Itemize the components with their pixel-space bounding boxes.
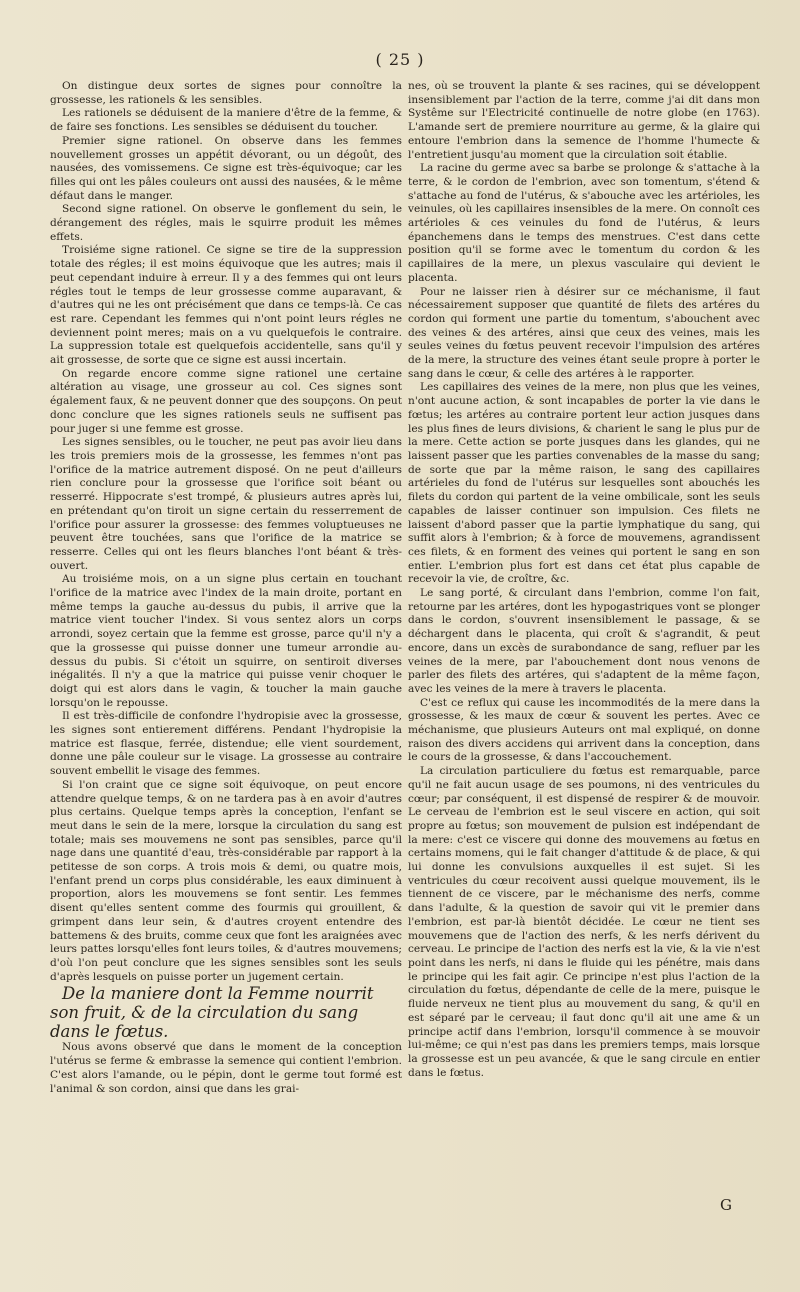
paragraph: La circulation particuliere du fœtus est remarquable, parce qu'il ne fait aucun usage de ses poumons, ni des ventricules du cœur; par conséquent, il est dispensé de respirer & de mouvoir. Le cerveau de l'embrion est le seul viscere en action, qui soit propre au fœtus; son mouvement de pulsion est indépendant de la mere: c'est ce viscere qui donne des mouvemens au fœtus en certains momens, qui le fait changer d'attitude & de place, & qui lui donne les convulsions auxquelles il est sujet. Si les ventricules du cœur recoivent aussi quelque mouvement, ils le tiennent de ce viscere, par le méchanisme des nerfs, comme dans l'adulte, & la question de savoir qui vit le premier dans l'embrion, est par-là bientôt décidée. Le cœur ne tient ses mouvemens que de l'action des nerfs, & les nerfs dérivent du cerveau. Le principe de l'action des nerfs est la vie, & la vie n'est point dans les nerfs, ni dans le fluide qui les pénétre, mais dans le principe qui les fait agir. Ce principe n'est plus l'action de la circulation du fœtus, dépendante de celle de la mere, puisque le fluide nerveux ne tient plus au mouvement du sang, & qu'il en est séparé par le cerveau; il faut donc qu'il ait une ame & un principe actif dans l'embrion, lorsqu'il commence à se mouvoir lui-même; ce qui n'est pas dans les premiers temps, mais lorsque la grossesse est un peu avancée, & que le sang circule en entier dans le fœtus. [408, 765, 760, 1079]
page-number: ( 25 ) [375, 50, 425, 69]
paragraph: Nous avons observé que dans le moment de la conception l'utérus se ferme & embrasse la semence qui contient l'embrion. C'est alors l'amande, ou le pépin, dont le germe tout formé est l'animal & son cordon, ainsi que dans les grai- [50, 1041, 402, 1095]
paragraph: On distingue deux sortes de signes pour connoître la grossesse, les rationels & les sensibles. [50, 80, 402, 106]
section-title: De la maniere dont la Femme nourrit son fruit, & de la circulation du sang dans le fœtus. [50, 984, 374, 1042]
paragraph: Les rationels se déduisent de la maniere d'être de la femme, & de faire ses fonctions. Les sensibles se déduisent du toucher. [50, 107, 402, 134]
paragraph: Au troisiéme mois, on a un signe plus certain en touchant l'orifice de la matrice avec l'index de la main droite, portant en même temps la gauche au-dessus du pubis, il arrive que la matrice vient toucher l'index. Si vous sentez alors un corps arrondi, soyez certain que la femme est grosse, parce qu'il n'y a que la grossesse qui puisse donner une tumeur arrondie au-dessus du pubis. Si c'étoit un squirre, on sentiroit diverses inégalités. Il n'y a que la matrice qui puisse venir choquer le doigt qui est alors dans le vagin, & toucher la main gauche lorsqu'on le repousse. [50, 573, 402, 709]
paragraph: Troisiéme signe rationel. Ce signe se tire de la suppression totale des régles; il est moins équivoque que les autres; mais il peut cependant induire à erreur. Il y a des femmes qui ont leurs régles tout le temps de leur grossesse comme auparavant, & d'autres qui ne les ont précisément que dans ce temps-là. Ce cas est rare. Cependant les femmes qui n'ont point leurs régles ne deviennent point meres; mais on a vu quelquefois le contraire. La suppression totale est quelquefois accidentelle, sans qu'il y ait grossesse, de sorte que ce signe est aussi incertain. [50, 244, 402, 367]
paragraph: Les capillaires des veines de la mere, non plus que les veines, n'ont aucune action, & sont incapables de porter la vie dans le fœtus; les artéres au contraire portent leur action jusques dans les plus fines de leurs divisions, & charient le sang le plus pur de la mere. Cette action se porte jusques dans les glandes, qui ne laissent passer que les parties convenables de la masse du sang; de sorte que par la même raison, le sang des capillaires artérieles du fond de l'utérus sur lesquelles sont abouchés les filets du cordon qui partent de la veine ombilicale, sont les seuls capables de laisser continuer son impulsion. Ces filets ne laissent d'abord passer que la partie lymphatique du sang, qui suffit alors à l'embrion; & à force de mouvemens, agrandissent ces filets, & en forment des veines qui portent le sang en son entier. L'embrion plus fort est dans cet état plus capable de recevoir la vie, de croître, &c. [408, 381, 760, 586]
paragraph: Il est très-difficile de confondre l'hydropisie avec la grossesse, les signes sont entierement différens. Pendant l'hydropisie la matrice est flasque, ferrée, distendue; elle vient sourdement, donne une pâle couleur sur le visage. La grossesse au contraire souvent embellit le visage des femmes. [50, 710, 402, 778]
paragraph: C'est ce reflux qui cause les incommodités de la mere dans la grossesse, & les maux de cœur & souvent les pertes. Avec ce méchanisme, que plusieurs Auteurs ont mal expliqué, on donne raison des divers accidens qui arrivent dans la conception, dans le cours de la grossesse, & dans l'accouchement. [408, 696, 760, 764]
paragraph: La racine du germe avec sa barbe se prolonge & s'attache à la terre, & le cordon de l'embrion, avec son tomentum, s'étend & s'attache au fond de l'utérus, & s'abouche avec les artérioles, les veinules, où les capillaires insensibles de la mere. On connoît ces artérioles & ces veinules du fond de l'utérus, & leurs épanchemens dans le temps des menstrues. C'est dans cette position qu'il se forme avec le tomentum du cordon & les capillaires de la mere, un plexus vasculaire qui devient le placenta. [408, 162, 760, 284]
left-column [50, 80, 402, 1230]
paragraph: Si l'on craint que ce signe soit équivoque, on peut encore attendre quelque temps, & on ne tardera pas à en avoir d'autres plus certains. Quelque temps après la conception, l'enfant se meut dans le sein de la mere, lorsque la circulation du sang est totale; mais ses mouvemens ne sont pas sensibles, parce qu'il nage dans une quantité d'eau, très-considérable par rapport à la petitesse de son corps. A trois mois & demi, ou quatre mois, l'enfant prend un corps plus considérable, les eaux diminuent à proportion, alors les mouvemens se font sentir. Les femmes disent qu'elles sentent comme des fourmis qui grouillent, & grimpent dans leur sein, & d'autres croyent entendre des battemens & des bruits, comme ceux que font les araignées avec leurs pattes lorsqu'elles font leurs toiles, & d'autres mouvemens; d'où l'on peut conclure que les signes sensibles sont les seuls d'après lesquels on puisse porter un jugement certain. [50, 778, 402, 983]
paragraph: nes, où se trouvent la plante & ses racines, qui se développent insensiblement par l'action de la terre, comme j'ai dit dans mon Systême sur l'Electricité continuelle de notre globe (en 1763). L'amande sert de premiere nourriture au germe, & la glaire qui entoure l'embrion dans la semence de l'homme l'humecte & l'entretient jusqu'au moment que la circulation soit établie. [408, 80, 760, 161]
right-column [408, 80, 760, 1200]
paragraph: Pour ne laisser rien à désirer sur ce méchanisme, il faut nécessairement supposer que quantité de filets des artéres du cordon qui forment une partie du tomentum, s'abouchent avec des veines & des artéres, ainsi que ceux des veines, mais les seules veines du fœtus peuvent recevoir l'impulsion des artéres de la mere, la structure des veines étant seule propre à porter le sang dans le cœur, & celle des artéres à le rapporter. [408, 285, 760, 380]
paragraph: Les signes sensibles, ou le toucher, ne peut pas avoir lieu dans les trois premiers mois de la grossesse, les femmes n'ont pas l'orifice de la matrice autrement disposé. On ne peut d'ailleurs rien conclure pour la grossesse que l'orifice soit béant ou resserré. Hippocrate s'est trompé, & plusieurs autres après lui, en prétendant qu'on tiroit un signe certain du resserrement de l'orifice pour assurer la grossesse: des femmes voluptueuses ne peuvent être touchées, sans que l'orifice de la matrice se resserre. Celles qui ont les fleurs blanches l'ont béant & très-ouvert. [50, 436, 402, 572]
paragraph: Second signe rationel. On observe le gonflement du sein, le dérangement des régles, mais le squirre produit les mêmes effets. [50, 203, 402, 243]
paragraph: Le sang porté, & circulant dans l'embrion, comme l'on fait, retourne par les artéres, dont les hypogastriques vont se plonger dans le cordon, s'ouvrent insensiblement le passage, & se déchargent dans le placenta, qui croît & s'agrandit, & peut encore, dans un excès de surabondance de sang, refluer par les veines de la mere, par l'abouchement dont nous venons de parler des filets des artéres, qui s'adaptent de la même façon, avec les veines de la mere à travers le placenta. [408, 587, 760, 695]
paragraph: On regarde encore comme signe rationel une certaine altération au visage, une grosseur au col. Ces signes sont également faux, & ne peuvent donner que des soupçons. On peut donc conclure que les signes rationels seuls ne suffisent pas pour juger si une femme est grosse. [50, 367, 402, 435]
paragraph: Premier signe rationel. On observe dans les femmes nouvellement grosses un appétit dévorant, ou un dégoût, des nausées, des vomissemens. Ce signe est très-équivoque; car les filles qui ont les pâles couleurs ont aussi des nausées, & le même défaut dans le manger. [50, 134, 402, 202]
signature-mark: G [720, 1196, 732, 1214]
